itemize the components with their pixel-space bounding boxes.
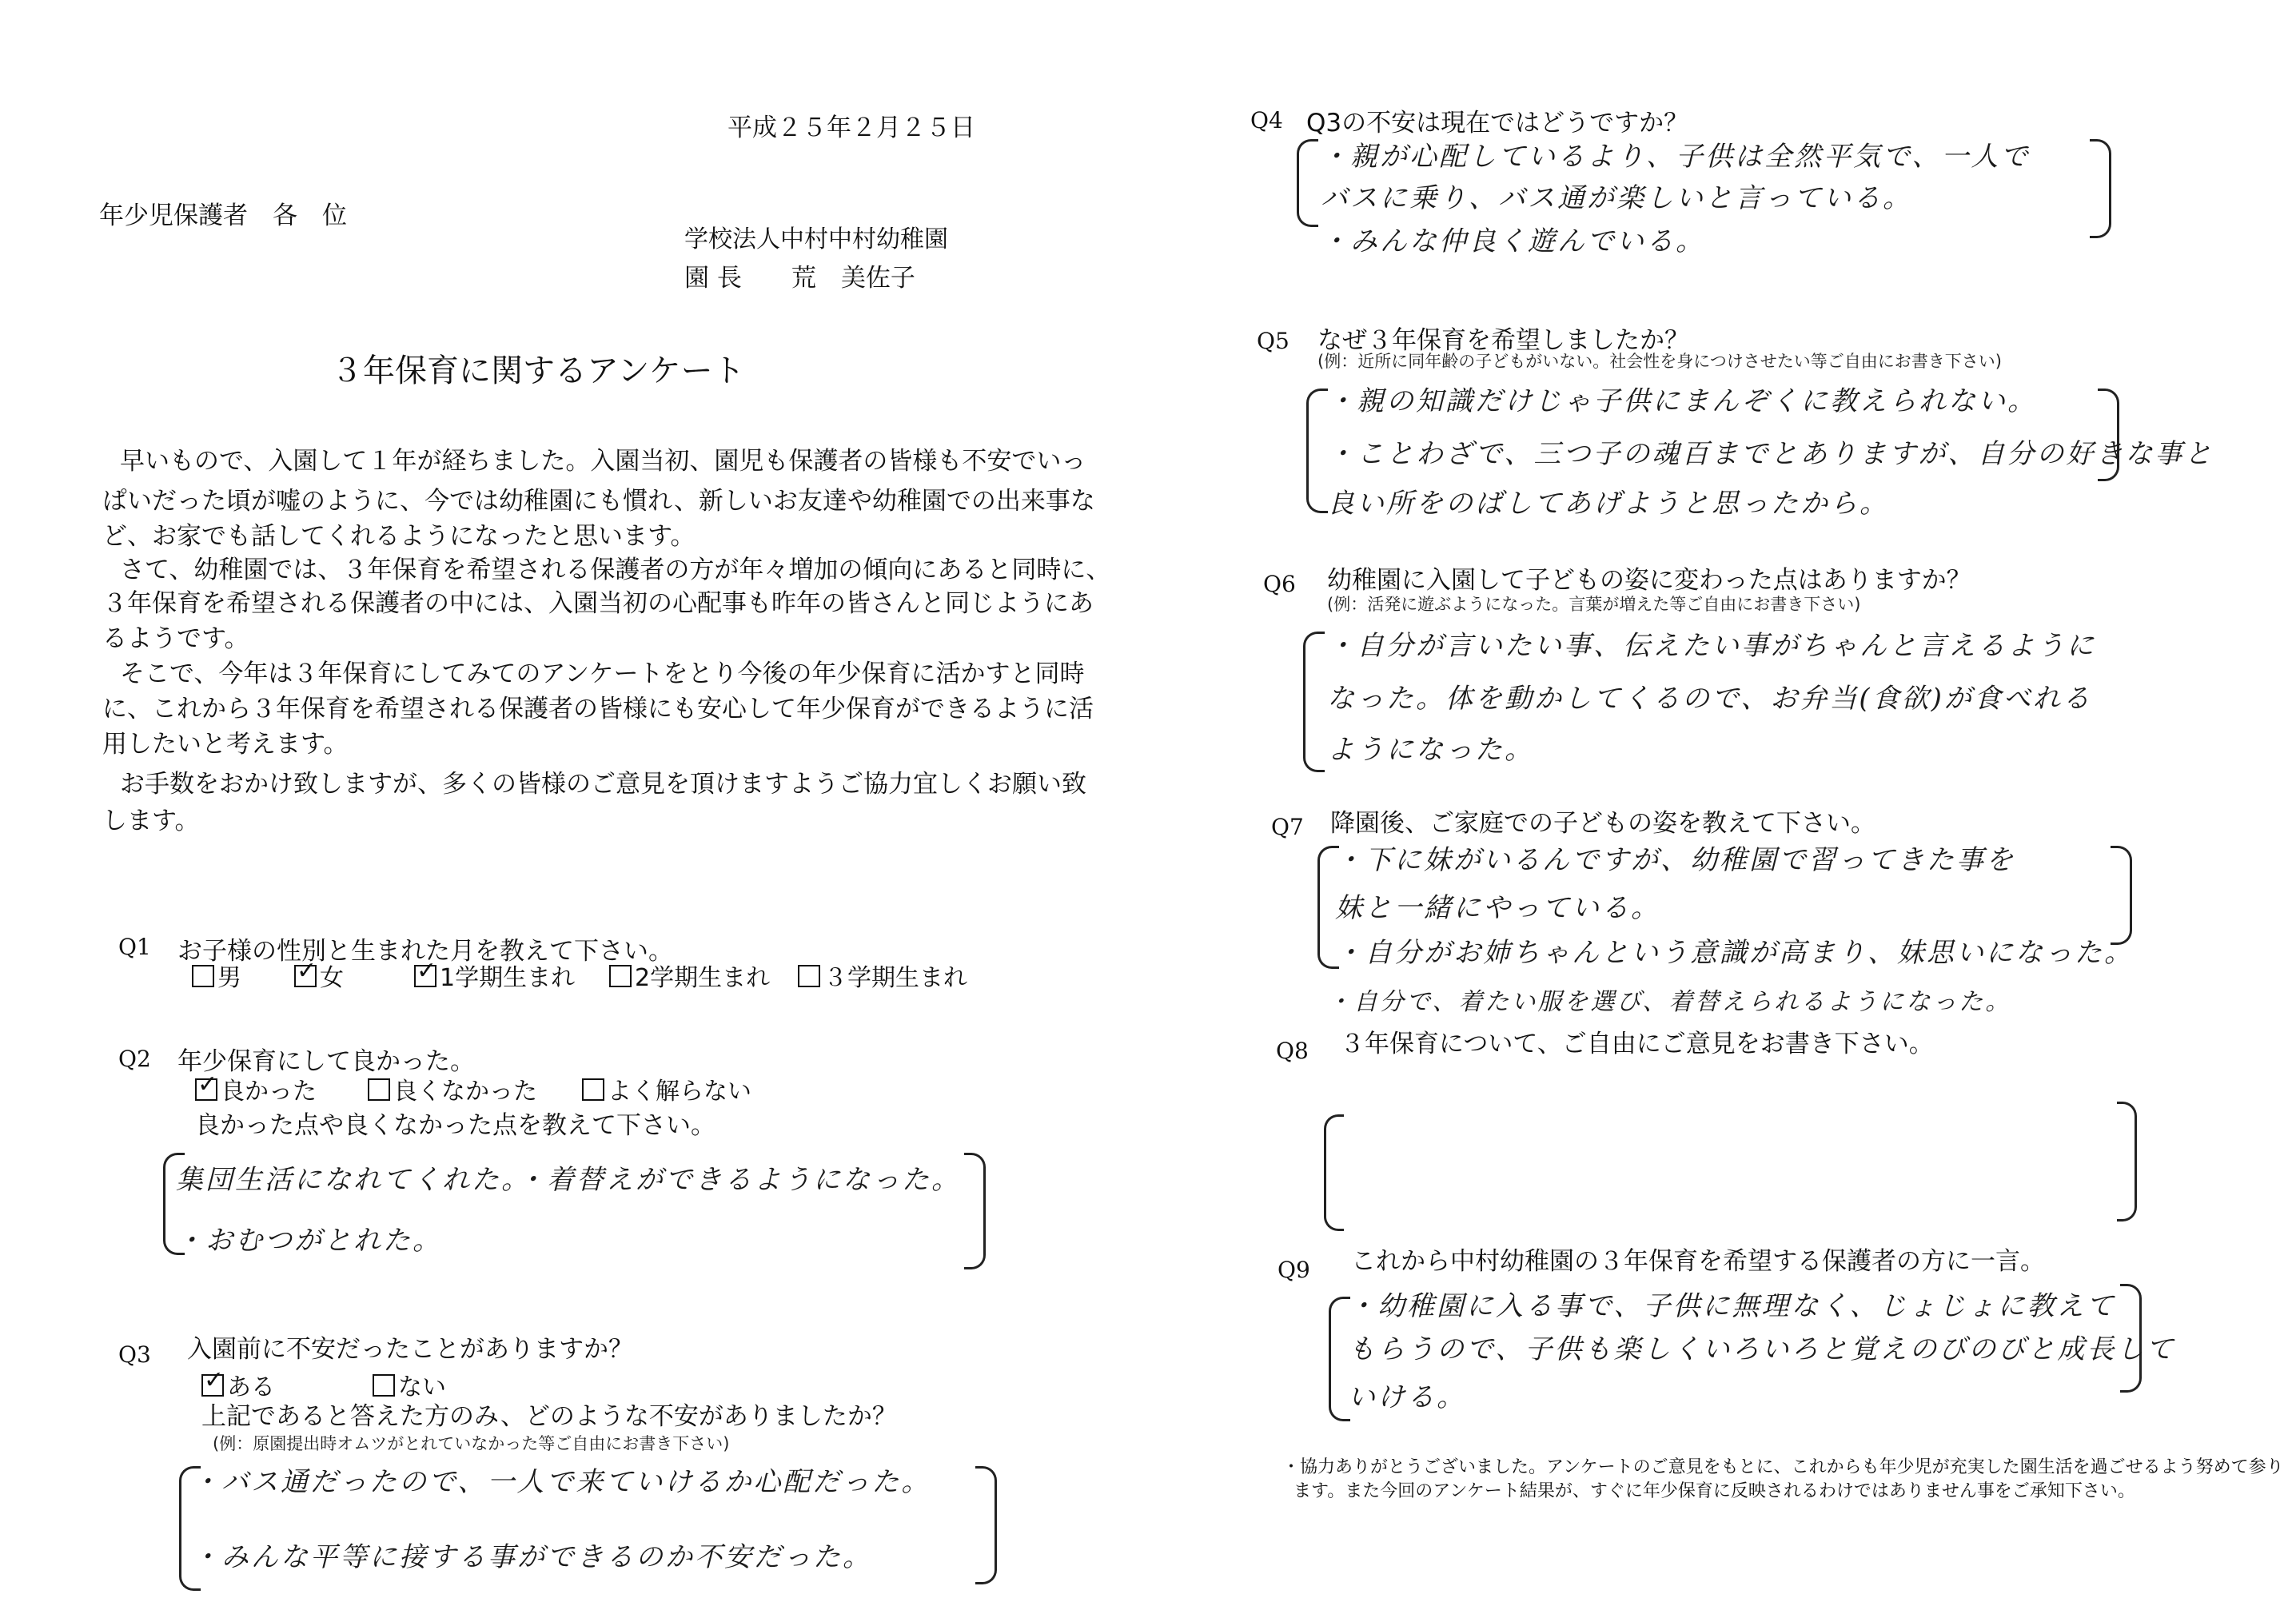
q3-answer-line: ・バス通だったので、一人で来ていけるか心配だった。 [192, 1466, 931, 1498]
q1-number: Q1 [118, 934, 151, 960]
q1-option-female[interactable]: ✓ 女 [294, 958, 344, 993]
q7-number: Q7 [1271, 814, 1304, 840]
answer-bracket-right [975, 1466, 997, 1584]
q7-answer-line: ・自分で、着たい服を選び、着替えられるようになった。 [1327, 988, 2012, 1016]
q3-answer-line: ・みんな平等に接する事ができるのか不安だった。 [192, 1541, 872, 1573]
q5-answer-line: ・ことわざで、三つ子の魂百までとありますが、自分の好きな事と [1327, 438, 2214, 470]
footnote-line: ます。また今回のアンケート結果が、すぐに年少保育に反映されるわけではありません事をご承知下さい。 [1293, 1481, 2135, 1501]
intro-line: ど、お家でも話してくれるようになったと思います。 [102, 522, 696, 551]
q5-answer-line: 良い所をのばしてあげようと思ったから。 [1327, 488, 1889, 520]
answer-bracket-right [964, 1153, 986, 1269]
q7-answer-line: 妹と一緒にやっている。 [1335, 892, 1660, 924]
q1-option-male[interactable]: 男 [192, 958, 241, 993]
q1-option-term1[interactable]: ✓ 1学期生まれ [414, 958, 575, 993]
q2-number: Q2 [118, 1046, 151, 1072]
q8-text: ３年保育について、ご自由にご意見をお書き下さい。 [1340, 1030, 1934, 1058]
q3-number: Q3 [118, 1341, 151, 1368]
q4-number: Q4 [1250, 107, 1283, 134]
q3-option-no[interactable]: ない [373, 1367, 446, 1402]
answer-bracket-left [1324, 1114, 1344, 1231]
intro-line: るようです。 [102, 624, 249, 653]
q7-text: 降園後、ご家庭での子どもの姿を教えて下さい。 [1330, 809, 1875, 838]
q3-option-yes[interactable]: ✓ある [201, 1367, 275, 1402]
checkbox [373, 1374, 395, 1397]
q2-text: 年少保育にして良かった。 [177, 1047, 475, 1076]
q9-answer-line: いける。 [1348, 1381, 1466, 1413]
intro-line: ぱいだった頃が嘘のように、今では幼稚園にも慣れ、新しいお友達や幼稚園での出来事な [102, 487, 1095, 516]
checkbox [582, 1078, 604, 1101]
q2-answer-line: ・おむつがとれた。 [176, 1225, 442, 1257]
intro-line: に、これから３年保育を希望される保護者の皆様にも安心して年少保育ができるように活 [102, 695, 1094, 723]
q4-text: Q3の不安は現在ではどうですか？ [1306, 109, 1689, 137]
answer-bracket-left [1297, 139, 1318, 227]
q5-answer-line: ・親の知識だけじゃ子供にまんぞくに教えられない。 [1327, 385, 2037, 417]
q8-answer-area[interactable] [1343, 1114, 2111, 1226]
q3-subquestion: 上記であると答えた方のみ、どのような不安がありましたか？ [201, 1402, 897, 1431]
q7-answer-line: ・自分がお姉ちゃんという意識が高まり、妹思いになった。 [1335, 937, 2134, 969]
checkbox [798, 965, 820, 987]
page-title: ３年保育に関するアンケート [331, 353, 745, 389]
q6-number: Q6 [1263, 571, 1296, 597]
q8-number: Q8 [1276, 1038, 1309, 1064]
q1-option-term2[interactable]: 2学期生まれ [609, 958, 770, 993]
q5-number: Q5 [1257, 328, 1290, 354]
q9-answer-line: もらうので、子供も楽しくいろいろと覚えのびのびと成長して [1348, 1333, 2176, 1365]
q6-text: 幼稚園に入園して子どもの姿に変わった点はありますか？ [1327, 566, 1971, 595]
intro-line: 早いもので、入園して１年が経ちました。入園当初、園児も保護者の皆様も不安でいっ [120, 447, 1086, 476]
principal-name: 園 長 荒 美佐子 [684, 264, 915, 293]
q2-option-good[interactable]: ✓良かった [195, 1071, 317, 1106]
intro-line: ３年保育を希望される保護者の中には、入園当初の心配事も昨年の皆さんと同じようにあ [102, 589, 1094, 618]
intro-line: お手数をおかけ致しますが、多くの皆様のご意見を頂けますようご協力宜しくお願い致 [120, 770, 1086, 799]
school-name: 学校法人中村中村幼稚園 [684, 225, 948, 253]
q2-answer-line: 集団生活になれてくれた。・着替えができるようになった。 [176, 1164, 961, 1196]
q6-example: (例：活発に遊ぶようになった。言葉が増えた等ご自由にお書き下さい) [1327, 595, 1861, 614]
checkbox-checked [414, 965, 436, 987]
intro-line: さて、幼稚園では、３年保育を希望される保護者の方が年々増加の傾向にあると同時に、 [120, 556, 1111, 584]
q9-text: これから中村幼稚園の３年保育を希望する保護者の方に一言。 [1351, 1247, 2045, 1276]
q4-answer-line: ・みんな仲良く遊んでいる。 [1321, 225, 1705, 257]
q5-text: なぜ３年保育を希望しましたか？ [1317, 326, 1689, 355]
q3-text: 入園前に不安だったことがありますか？ [187, 1335, 633, 1364]
q6-answer-line: ・自分が言いたい事、伝えたい事がちゃんと言えるように [1327, 630, 2096, 662]
q2-option-not-good[interactable]: 良くなかった [368, 1071, 537, 1106]
checkbox [368, 1078, 390, 1101]
answer-bracket-right [2117, 1102, 2137, 1221]
recipient-line: 年少児保護者 各 位 [99, 201, 347, 230]
q2-option-unsure[interactable]: よく解らない [582, 1071, 751, 1106]
checkbox-checked [201, 1374, 224, 1397]
q4-answer-line: ・親が心配しているより、子供は全然平気で、一人で [1321, 141, 2031, 173]
checkbox-checked [195, 1078, 217, 1101]
answer-bracket-left [1303, 632, 1325, 772]
intro-line: そこで、今年は３年保育にしてみてのアンケートをとり今後の年少保育に活かすと同時 [120, 660, 1085, 688]
footnote-line: ・協力ありがとうございました。アンケートのご意見をもとに、これからも年少児が充実した園生活を過ごせるよう努めて参り [1282, 1457, 2284, 1477]
q4-answer-line: バスに乗り、バス通が楽しいと言っている。 [1321, 182, 1912, 214]
answer-bracket-left [1306, 389, 1328, 513]
q5-example: (例：近所に同年齢の子どもがいない。社会性を身につけさせたい等ご自由にお書き下さい) [1317, 352, 2002, 371]
answer-bracket-left [1329, 1297, 1350, 1421]
intro-line: します。 [102, 807, 200, 835]
q2-subquestion: 良かった点や良くなかった点を教えて下さい。 [195, 1111, 716, 1140]
q9-number: Q9 [1278, 1257, 1310, 1283]
checkbox [609, 965, 632, 987]
intro-line: 用したいと考えます。 [102, 730, 349, 759]
checkbox-checked [294, 965, 317, 987]
q1-text: お子様の性別と生まれた月を教えて下さい。 [177, 937, 673, 966]
q1-option-term3[interactable]: ３学期生まれ [798, 958, 967, 993]
answer-bracket-right [2090, 139, 2111, 238]
q3-example: (例：原園提出時オムツがとれていなかった等ご自由にお書き下さい) [213, 1434, 730, 1453]
checkbox [192, 965, 214, 987]
q7-answer-line: ・下に妹がいるんですが、幼稚園で習ってきた事を [1335, 844, 2015, 876]
q9-answer-line: ・幼稚園に入る事で、子供に無理なく、じょじょに教えて [1348, 1290, 2116, 1322]
q6-answer-line: なった。体を動かしてくるので、お弁当(食欲)が食べれる [1327, 683, 2092, 715]
q6-answer-line: ようになった。 [1327, 734, 1534, 766]
document-date: 平成２５年２月２５日 [727, 114, 975, 142]
